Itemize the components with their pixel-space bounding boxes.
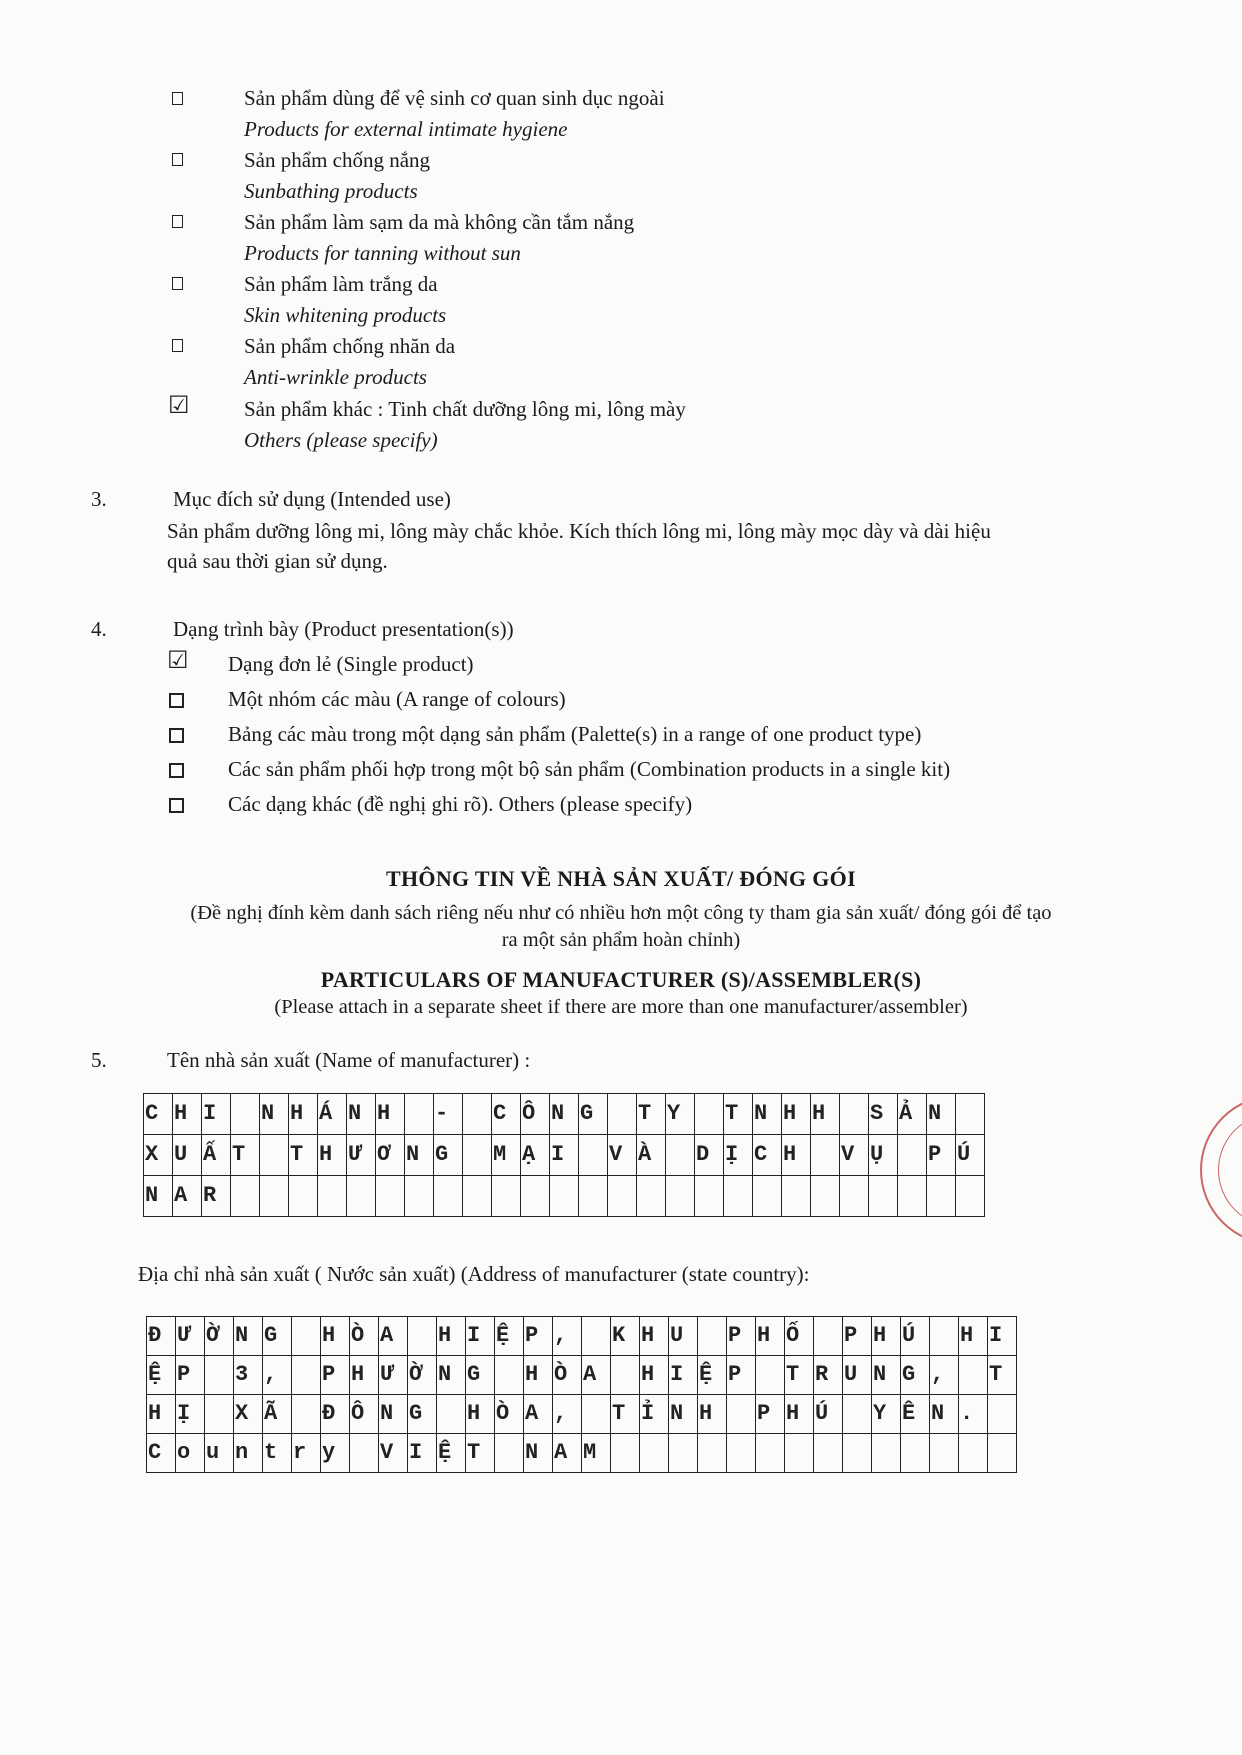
presentation-checkbox[interactable] [169,728,184,743]
grid-cell: A [582,1356,611,1395]
product-type-checkbox[interactable] [172,277,183,290]
grid-cell [608,1094,637,1135]
grid-cell [292,1356,321,1395]
grid-cell: t [263,1434,292,1473]
grid-cell [727,1395,756,1434]
product-type-vi: Sản phẩm chống nắng [244,148,431,172]
note-vi: ra một sản phẩm hoàn chỉnh) [501,929,741,951]
grid-cell: P [321,1356,350,1395]
grid-cell [930,1317,959,1356]
grid-cell: A [379,1317,408,1356]
grid-cell [231,1094,260,1135]
grid-cell: G [408,1395,437,1434]
grid-cell: , [553,1395,582,1434]
grid-cell: À [637,1135,666,1176]
grid-cell [495,1356,524,1395]
grid-cell: N [260,1094,289,1135]
grid-cell: Ị [724,1135,753,1176]
grid-cell: A [553,1434,582,1473]
grid-cell: o [176,1434,205,1473]
grid-cell [724,1176,753,1217]
grid-cell: I [988,1317,1017,1356]
grid-cell: 3 [234,1356,263,1395]
grid-cell: G [434,1135,463,1176]
checkmark-icon[interactable]: ☑ [168,391,190,419]
presentation-option: Các sản phẩm phối hợp trong một bộ sản phẩm (Combination products in a single kit) [228,757,951,781]
grid-cell [463,1094,492,1135]
grid-cell [756,1356,785,1395]
grid-cell: H [756,1317,785,1356]
grid-cell: H [173,1094,202,1135]
grid-cell [869,1176,898,1217]
grid-cell [463,1176,492,1217]
product-type-en: Products for external intimate hygiene [244,117,568,141]
grid-cell [988,1434,1017,1473]
grid-cell: H [350,1356,379,1395]
section-title: Tên nhà sản xuất (Name of manufacturer) : [167,1048,531,1072]
grid-cell: H [872,1317,901,1356]
grid-cell [930,1434,959,1473]
grid-cell: N [872,1356,901,1395]
grid-cell: u [205,1434,234,1473]
grid-cell [292,1395,321,1434]
grid-cell: P [843,1317,872,1356]
grid-cell: I [466,1317,495,1356]
grid-cell: N [753,1094,782,1135]
grid-cell: Ô [521,1094,550,1135]
grid-cell: Ờ [408,1356,437,1395]
grid-cell: P [756,1395,785,1434]
grid-cell: Ố [785,1317,814,1356]
grid-row [144,1135,985,1176]
heading-vi: THÔNG TIN VỀ NHÀ SẢN XUẤT/ ĐÓNG GÓI [386,866,856,891]
note-en: (Please attach in a separate sheet if there are more than one manufacturer/assembler) [274,996,968,1018]
grid-cell: Ò [350,1317,379,1356]
grid-cell [260,1176,289,1217]
grid-cell: Ò [553,1356,582,1395]
presentation-option: Các dạng khác (đề nghị ghi rõ). Others (please specify) [228,792,693,816]
grid-cell: C [144,1094,173,1135]
presentation-option: Dạng đơn lẻ (Single product) [228,652,474,676]
grid-cell: N [437,1356,466,1395]
grid-cell: N [524,1434,553,1473]
grid-cell: T [637,1094,666,1135]
grid-cell [521,1176,550,1217]
grid-cell [408,1317,437,1356]
grid-row [144,1094,985,1135]
grid-cell [292,1317,321,1356]
grid-cell [231,1176,260,1217]
grid-cell: C [753,1135,782,1176]
manufacturer-name-grid [143,1093,985,1217]
grid-cell: S [869,1094,898,1135]
grid-cell: A [173,1176,202,1217]
grid-cell: Ỉ [640,1395,669,1434]
grid-cell: H [959,1317,988,1356]
grid-cell: Ư [379,1356,408,1395]
grid-cell [898,1135,927,1176]
section-number: 4. [91,617,107,641]
grid-cell: U [669,1317,698,1356]
grid-cell: - [434,1094,463,1135]
grid-cell: P [727,1356,756,1395]
grid-cell: Ú [956,1135,985,1176]
grid-cell: T [988,1356,1017,1395]
grid-cell: Ấ [202,1135,231,1176]
grid-cell [814,1434,843,1473]
grid-cell [959,1356,988,1395]
grid-cell: U [843,1356,872,1395]
grid-cell: R [202,1176,231,1217]
grid-cell: M [492,1135,521,1176]
presentation-option: Một nhóm các màu (A range of colours) [228,687,566,711]
grid-cell: Ô [350,1395,379,1434]
grid-cell: G [263,1317,292,1356]
grid-cell [260,1135,289,1176]
section-title: Dạng trình bày (Product presentation(s)) [173,617,514,641]
grid-cell: T [611,1395,640,1434]
grid-row [147,1395,1017,1434]
grid-cell: Y [872,1395,901,1434]
grid-cell [811,1176,840,1217]
grid-cell [611,1434,640,1473]
grid-cell: H [640,1356,669,1395]
presentation-checkbox[interactable] [169,693,184,708]
grid-row [147,1317,1017,1356]
product-type-en: Sunbathing products [244,179,418,203]
grid-cell [698,1434,727,1473]
grid-cell: H [782,1094,811,1135]
grid-cell [289,1176,318,1217]
grid-cell: H [321,1317,350,1356]
grid-cell [437,1395,466,1434]
grid-cell [666,1135,695,1176]
grid-cell [347,1176,376,1217]
grid-cell [492,1176,521,1217]
grid-cell [434,1176,463,1217]
grid-cell: H [698,1395,727,1434]
grid-cell [753,1176,782,1217]
grid-cell [350,1434,379,1473]
grid-cell [611,1356,640,1395]
section-number: 5. [91,1048,107,1072]
grid-cell: Ệ [147,1356,176,1395]
grid-cell: P [727,1317,756,1356]
grid-cell: G [901,1356,930,1395]
grid-cell: X [234,1395,263,1434]
grid-cell: G [466,1356,495,1395]
presentation-checkbox[interactable] [169,763,184,778]
grid-cell: H [782,1135,811,1176]
grid-cell: N [930,1395,959,1434]
grid-cell: Ơ [376,1135,405,1176]
grid-cell: C [492,1094,521,1135]
grid-cell: Ã [263,1395,292,1434]
grid-cell [872,1434,901,1473]
grid-cell [959,1434,988,1473]
product-type-vi: Sản phẩm khác : Tinh chất dưỡng lông mi, lông mày [244,397,686,421]
grid-cell: H [147,1395,176,1434]
product-type-checkbox[interactable] [172,339,183,352]
grid-cell: , [930,1356,959,1395]
grid-cell [843,1434,872,1473]
presentation-option: Bảng các màu trong một dạng sản phẩm (Palette(s) in a range of one product type) [228,722,922,746]
grid-cell: H [785,1395,814,1434]
grid-cell: N [550,1094,579,1135]
grid-cell [582,1395,611,1434]
grid-cell: K [611,1317,640,1356]
grid-cell [898,1176,927,1217]
grid-cell: G [579,1094,608,1135]
presentation-checkbox[interactable] [169,798,184,813]
grid-cell [782,1176,811,1217]
grid-cell: H [524,1356,553,1395]
product-type-checkbox[interactable] [172,92,183,105]
grid-cell: V [840,1135,869,1176]
grid-cell [698,1317,727,1356]
grid-cell [901,1434,930,1473]
grid-cell: H [640,1317,669,1356]
address-label: Địa chỉ nhà sản xuất ( Nước sản xuất) (Address of manufacturer (state country): [138,1262,810,1286]
grid-cell [666,1176,695,1217]
grid-cell: Ạ [521,1135,550,1176]
grid-cell: N [379,1395,408,1434]
product-type-checkbox[interactable] [172,215,183,228]
grid-cell [463,1135,492,1176]
grid-cell: P [176,1356,205,1395]
grid-cell: Ư [347,1135,376,1176]
grid-cell: H [466,1395,495,1434]
intended-use-text: quả sau thời gian sử dụng. [167,549,388,573]
grid-cell: Đ [147,1317,176,1356]
grid-cell: A [524,1395,553,1434]
grid-cell [669,1434,698,1473]
grid-cell: Ệ [437,1434,466,1473]
grid-cell [405,1094,434,1135]
grid-cell [785,1434,814,1473]
grid-row [147,1434,1017,1473]
grid-cell [582,1317,611,1356]
grid-cell: N [347,1094,376,1135]
grid-cell: Ụ [869,1135,898,1176]
grid-cell: V [608,1135,637,1176]
grid-cell: Á [318,1094,347,1135]
grid-cell: U [173,1135,202,1176]
grid-cell [318,1176,347,1217]
grid-cell: Ả [898,1094,927,1135]
product-type-en: Others (please specify) [244,428,438,452]
grid-cell [376,1176,405,1217]
grid-cell: V [379,1434,408,1473]
product-type-vi: Sản phẩm làm sạm da mà không cần tắm nắng [244,210,635,234]
grid-cell [756,1434,785,1473]
grid-cell: , [553,1317,582,1356]
grid-cell: H [376,1094,405,1135]
grid-cell: I [669,1356,698,1395]
grid-cell: N [234,1317,263,1356]
grid-cell: I [550,1135,579,1176]
product-type-checkbox[interactable] [172,153,183,166]
grid-row [147,1356,1017,1395]
grid-cell: I [202,1094,231,1135]
grid-cell: P [927,1135,956,1176]
grid-cell: H [289,1094,318,1135]
grid-cell [927,1176,956,1217]
grid-cell [988,1395,1017,1434]
grid-cell: y [321,1434,350,1473]
grid-cell: T [785,1356,814,1395]
grid-cell [956,1176,985,1217]
grid-cell: C [147,1434,176,1473]
grid-cell: N [669,1395,698,1434]
grid-cell: P [524,1317,553,1356]
grid-cell [205,1395,234,1434]
grid-cell [495,1434,524,1473]
grid-cell: Ờ [205,1317,234,1356]
grid-cell: T [724,1094,753,1135]
grid-cell: Ò [495,1395,524,1434]
grid-cell: Ú [814,1395,843,1434]
grid-cell [814,1317,843,1356]
grid-cell [205,1356,234,1395]
product-type-en: Skin whitening products [244,303,447,327]
section-title: Mục đích sử dụng (Intended use) [173,487,451,511]
grid-cell: T [466,1434,495,1473]
grid-cell [550,1176,579,1217]
section-number: 3. [91,487,107,511]
product-type-vi: Sản phẩm chống nhăn da [244,334,456,358]
grid-cell: Ư [176,1317,205,1356]
grid-cell [579,1135,608,1176]
grid-row [144,1176,985,1217]
grid-cell: N [405,1135,434,1176]
grid-cell [956,1094,985,1135]
grid-cell [608,1176,637,1217]
grid-cell: H [318,1135,347,1176]
grid-cell: H [437,1317,466,1356]
grid-cell: Ệ [698,1356,727,1395]
grid-cell: Ê [901,1395,930,1434]
grid-cell: Đ [321,1395,350,1434]
grid-cell [840,1176,869,1217]
grid-cell [843,1395,872,1434]
grid-cell: H [811,1094,840,1135]
product-type-en: Anti-wrinkle products [244,365,427,389]
grid-cell [695,1094,724,1135]
grid-cell [727,1434,756,1473]
intended-use-text: Sản phẩm dưỡng lông mi, lông mày chắc khỏe. Kích thích lông mi, lông mày mọc dày và dài hiệu [167,519,991,543]
grid-cell: Ị [176,1395,205,1434]
product-type-vi: Sản phẩm dùng để vệ sinh cơ quan sinh dục ngoài [244,86,665,110]
grid-cell [405,1176,434,1217]
grid-cell: T [289,1135,318,1176]
product-type-en: Products for tanning without sun [244,241,521,265]
grid-cell: Y [666,1094,695,1135]
note-vi: (Đề nghị đính kèm danh sách riêng nếu như có nhiều hơn một công ty tham gia sản xuất/ đóng gói để tạo [190,902,1052,924]
grid-cell: . [959,1395,988,1434]
grid-cell: D [695,1135,724,1176]
grid-cell: X [144,1135,173,1176]
grid-cell [840,1094,869,1135]
grid-cell: I [408,1434,437,1473]
grid-cell: T [231,1135,260,1176]
heading-en: PARTICULARS OF MANUFACTURER (S)/ASSEMBLER(S) [320,967,922,992]
grid-cell: N [144,1176,173,1217]
grid-cell: n [234,1434,263,1473]
checkmark-icon[interactable]: ☑ [167,646,189,674]
grid-cell: Ệ [495,1317,524,1356]
grid-cell: , [263,1356,292,1395]
grid-cell [811,1135,840,1176]
grid-cell: Ú [901,1317,930,1356]
grid-cell: r [292,1434,321,1473]
grid-cell [579,1176,608,1217]
grid-cell: N [927,1094,956,1135]
product-type-vi: Sản phẩm làm trắng da [244,272,438,296]
grid-cell [695,1176,724,1217]
manufacturer-address-grid [146,1316,1017,1473]
grid-cell: M [582,1434,611,1473]
grid-cell [637,1176,666,1217]
company-stamp [1200,1095,1242,1245]
grid-cell [640,1434,669,1473]
grid-cell: R [814,1356,843,1395]
